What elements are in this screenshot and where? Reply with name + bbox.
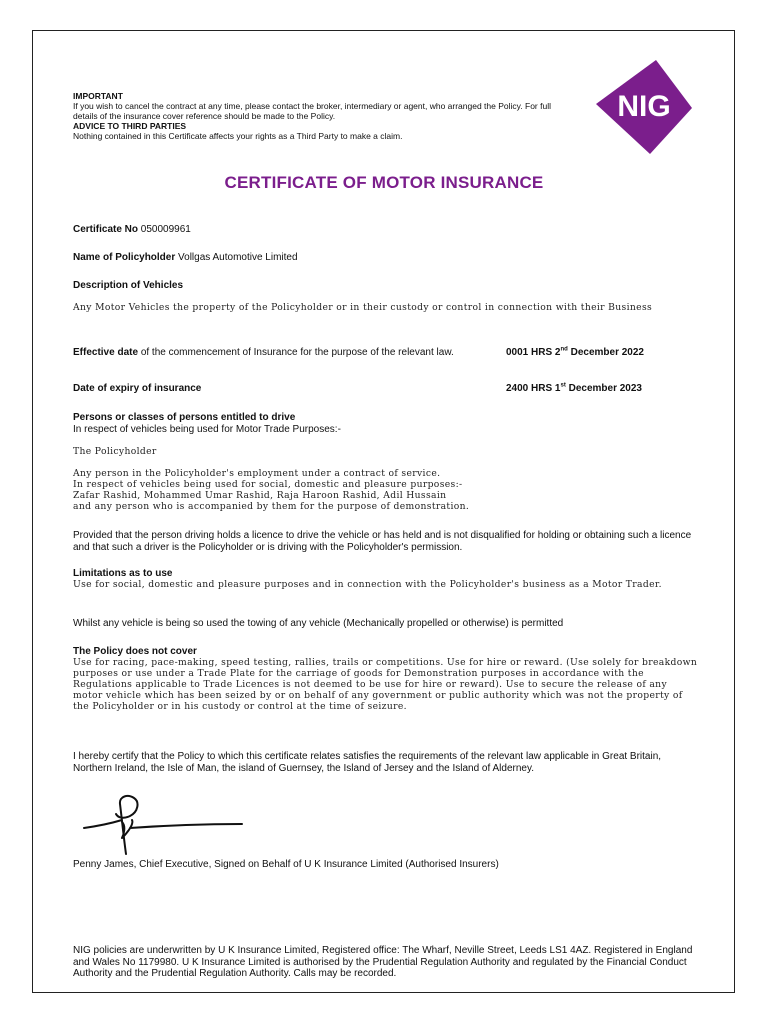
page-title: CERTIFICATE OF MOTOR INSURANCE xyxy=(224,173,544,192)
expiry-value-main: 2400 HRS 1 xyxy=(506,383,561,394)
expiry-month-year: December 2023 xyxy=(568,383,642,394)
effective-date-label: Effective date xyxy=(73,347,139,358)
footer-legal: NIG policies are underwritten by U K Insurance Limited, Registered office: The Wharf, Neville Street, Leeds LS1 4AZ. Registered in England and Wales No 1179980. U K Insurance Limited is authorised by the Prudential Regulation Authority and regulated by the Financial Conduct Authority and the Prudential Regulation Authority. Calls may be recorded. xyxy=(73,945,693,979)
nig-logo xyxy=(594,58,694,158)
effective-date-ordinal: nd xyxy=(560,346,568,353)
effective-date-value xyxy=(506,347,644,359)
signatory-line: Penny James, Chief Executive, Signed on Behalf of U K Insurance Limited (Authorised Insurers) xyxy=(73,859,499,870)
policyholder-label: Name of Policyholder xyxy=(73,252,176,263)
policyholder-value: Vollgas Automotive Limited xyxy=(178,252,298,263)
important-heading: IMPORTANT xyxy=(73,91,123,101)
logo-text: NIG xyxy=(617,90,671,123)
certificate-number-label: Certificate No xyxy=(73,224,139,235)
effective-date-row xyxy=(73,347,454,359)
drivers-provided: Provided that the person driving holds a licence to drive the vehicle or has held and is not disqualified for holding or obtaining such a licence and that such a driver is the Policyholder or is driving with the Policyholder's permission. xyxy=(73,530,692,553)
certify-statement: I hereby certify that the Policy to which this certificate relates satisfies the requirements of the relevant law applicable in Great Britain, Northern Ireland, the Isle of Man, the island of Guernsey, the Island of Jersey and the Island of Alderney. xyxy=(73,751,662,774)
not-cover-text: Use for racing, pace-making, speed testing, rallies, trails or competitions. Use for hire or reward. (Use solely for breakdown purposes or use under a Trade Plate for the carriage of goods for Demonstration purposes in accordance with the Regulations applicable to Trade Licences is not deemed to be use for hire or reward). Use to secure the release of any motor vehicle which has been seized by or on behalf of any government or public authority which was not the property of the Policyholder or in his custody or control at the time of seizure. xyxy=(73,657,698,712)
advice-heading: ADVICE TO THIRD PARTIES xyxy=(73,121,187,131)
expiry-ordinal: st xyxy=(560,382,566,389)
drivers-line-5: and any person who is accompanied by them for the purpose of demonstration. xyxy=(73,501,470,512)
vehicles-heading: Description of Vehicles xyxy=(73,280,184,291)
policyholder-row xyxy=(73,252,298,264)
advice-text: Nothing contained in this Certificate affects your rights as a Third Party to make a claim. xyxy=(73,131,403,141)
drivers-line-3: In respect of vehicles being used for social, domestic and pleasure purposes:- xyxy=(73,479,463,490)
expiry-label: Date of expiry of insurance xyxy=(73,383,202,394)
effective-date-month-year: December 2022 xyxy=(570,347,644,358)
expiry-value xyxy=(506,383,642,395)
drivers-line-2: Any person in the Policyholder's employment under a contract of service. xyxy=(73,468,441,479)
effective-date-text: of the commencement of Insurance for the purpose of the relevant law. xyxy=(140,347,454,358)
drivers-line-4: Zafar Rashid, Mohammed Umar Rashid, Raja Haroon Rashid, Adil Hussain xyxy=(73,490,447,501)
drivers-intro: In respect of vehicles being used for Motor Trade Purposes:- xyxy=(73,424,341,435)
limitations-text: Use for social, domestic and pleasure purposes and in connection with the Policyholder's business as a Motor Trader. xyxy=(73,579,662,590)
towing-text: Whilst any vehicle is being so used the towing of any vehicle (Mechanically propelled or otherwise) is permitted xyxy=(73,618,564,629)
important-text: If you wish to cancel the contract at any time, please contact the broker, intermediary or agent, who arranged the Policy. For full details of the insurance cover reference should be made to the Policy. xyxy=(73,101,551,121)
signature-image xyxy=(78,790,258,860)
effective-date-value-main: 0001 HRS 2 xyxy=(506,347,561,358)
not-cover-heading: The Policy does not cover xyxy=(73,646,197,657)
vehicles-text: Any Motor Vehicles the property of the Policyholder or in their custody or control in connection with their Business xyxy=(73,302,653,313)
drivers-heading: Persons or classes of persons entitled to drive xyxy=(73,412,296,423)
certificate-number-row xyxy=(73,224,191,236)
drivers-line-1: The Policyholder xyxy=(73,446,157,457)
limitations-heading: Limitations as to use xyxy=(73,568,173,579)
certificate-number-value: 050009961 xyxy=(140,224,191,235)
